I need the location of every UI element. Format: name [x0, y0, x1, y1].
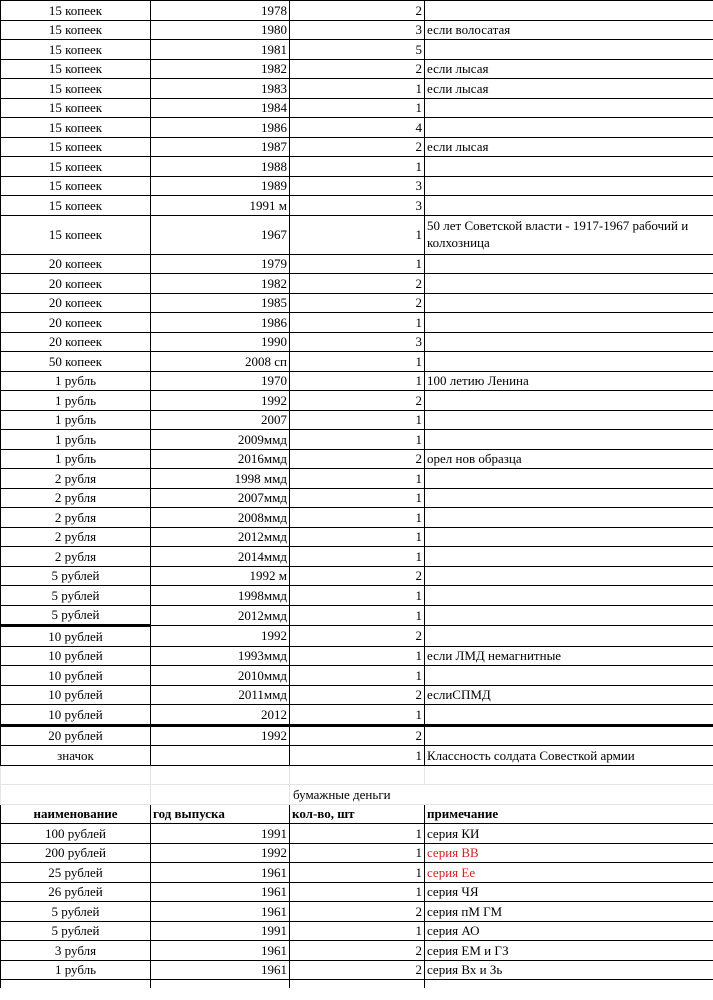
cell-name[interactable]: 15 копеек	[1, 196, 151, 216]
cell-qty[interactable]: 1	[290, 410, 425, 430]
cell-note[interactable]: серия ЧЯ	[425, 882, 713, 902]
cell-qty[interactable]: 2	[290, 566, 425, 586]
cell-note[interactable]	[425, 98, 713, 118]
cell-qty[interactable]: 1	[290, 488, 425, 508]
table-row	[1, 410, 713, 430]
table-row	[1, 254, 713, 274]
table-row	[1, 469, 713, 489]
cell-name[interactable]: 1 рубль	[1, 960, 151, 980]
cell-name[interactable]: 3 рубля	[1, 941, 151, 961]
table-row	[1, 685, 713, 705]
header-qty[interactable]: кол-во, шт	[290, 804, 425, 824]
cell-qty[interactable]: 1	[290, 469, 425, 489]
cell-year[interactable]: 1987	[151, 137, 290, 157]
cell-qty[interactable]: 1	[290, 254, 425, 274]
cell-year[interactable]: 1982	[151, 59, 290, 79]
cell-qty[interactable]: 1	[290, 527, 425, 547]
cell-qty[interactable]: 2	[290, 685, 425, 705]
blank-row	[1, 765, 713, 785]
table-row	[1, 960, 713, 980]
table-row	[1, 157, 713, 177]
cell-name[interactable]: 2 рубля	[1, 469, 151, 489]
cell-year[interactable]: 1970	[151, 371, 290, 391]
cell-name[interactable]: 20 копеек	[1, 332, 151, 352]
cell-note[interactable]	[425, 527, 713, 547]
header-row	[1, 804, 713, 824]
cell-qty[interactable]: 2	[290, 59, 425, 79]
cell-year[interactable]: 1992 м	[151, 566, 290, 586]
cell-qty[interactable]: 1	[290, 705, 425, 726]
cell-year[interactable]: 1993ммд	[151, 646, 290, 666]
cell-note[interactable]: серия Ее	[425, 863, 713, 883]
cell-year[interactable]: 2012ммд	[151, 527, 290, 547]
cell-name[interactable]: 15 копеек	[1, 137, 151, 157]
cell-year[interactable]: 1992	[151, 391, 290, 411]
cell-name[interactable]: 100 рублей	[1, 824, 151, 844]
table-row	[1, 605, 713, 626]
section-title-row	[1, 785, 713, 805]
table-row	[1, 980, 713, 989]
table-row	[1, 293, 713, 313]
cell-name[interactable]: 10 рублей	[1, 705, 151, 726]
table-row	[1, 566, 713, 586]
cell-name[interactable]: 15 копеек	[1, 79, 151, 99]
cell-note[interactable]: серия ЕМ и ГЗ	[425, 941, 713, 961]
cell-name[interactable]: 10 рублей	[1, 666, 151, 686]
table-row	[1, 98, 713, 118]
cell-name[interactable]: 1 рубль	[1, 391, 151, 411]
cell-qty[interactable]: 2	[290, 137, 425, 157]
cell-qty[interactable]: 2	[290, 902, 425, 922]
section-title[interactable]: бумажные деньги	[290, 785, 713, 805]
cell-name[interactable]: 15 копеек	[1, 215, 151, 254]
table-row	[1, 586, 713, 606]
cell-qty[interactable]: 2	[290, 941, 425, 961]
cell-name[interactable]: 5 рублей	[1, 586, 151, 606]
cell-name[interactable]: 10 рублей	[1, 685, 151, 705]
table-row	[1, 746, 713, 766]
table-row	[1, 313, 713, 333]
cell-year[interactable]: 1961	[151, 863, 290, 883]
header-year[interactable]: год выпуска	[151, 804, 290, 824]
table-row	[1, 274, 713, 294]
cell-qty[interactable]: 1	[290, 508, 425, 528]
cell-name[interactable]: 15 копеек	[1, 40, 151, 60]
table-row	[1, 705, 713, 726]
cell-note[interactable]	[425, 705, 713, 726]
cell-note[interactable]	[425, 626, 713, 647]
table-row	[1, 547, 713, 567]
cell-note[interactable]	[425, 666, 713, 686]
cell-qty[interactable]: 4	[290, 118, 425, 138]
cell-name[interactable]: 2 рубля	[1, 488, 151, 508]
table-row	[1, 1, 713, 21]
cell-year[interactable]: 1983	[151, 79, 290, 99]
cell-year[interactable]: 1980	[151, 20, 290, 40]
cell-year[interactable]: 1998ммд	[151, 586, 290, 606]
cell-note[interactable]	[425, 469, 713, 489]
table-row	[1, 40, 713, 60]
cell-note[interactable]	[425, 274, 713, 294]
cell-name[interactable]: 15 копеек	[1, 157, 151, 177]
cell-name[interactable]: 200 рублей	[1, 843, 151, 863]
cell-year[interactable]: 1979	[151, 254, 290, 274]
cell-note[interactable]	[425, 1, 713, 21]
cell-year[interactable]: 1991	[151, 921, 290, 941]
cell-year[interactable]: 1978	[151, 1, 290, 21]
cell-qty[interactable]: 2	[290, 960, 425, 980]
cell-note[interactable]	[425, 196, 713, 216]
cell-name[interactable]: 25 рублей	[1, 863, 151, 883]
table-row	[1, 137, 713, 157]
cell-note[interactable]	[425, 547, 713, 567]
cell-note[interactable]	[425, 332, 713, 352]
cell-year[interactable]: 1989	[151, 176, 290, 196]
cell-qty[interactable]: 1	[290, 352, 425, 372]
cell-note[interactable]: 100 летию Ленина	[425, 371, 713, 391]
cell-qty[interactable]: 1	[290, 430, 425, 450]
table-row	[1, 527, 713, 547]
cell-name[interactable]: 15 копеек	[1, 59, 151, 79]
cell-year[interactable]: 1992	[151, 626, 290, 647]
cell-name[interactable]: 50 копеек	[1, 352, 151, 372]
cell-year[interactable]: 1992	[151, 725, 290, 746]
cell-year[interactable]: 1981	[151, 40, 290, 60]
cell-note[interactable]	[425, 293, 713, 313]
table-row	[1, 79, 713, 99]
cell-name[interactable]: 20 копеек	[1, 313, 151, 333]
cell-note[interactable]: Классность солдата Совесткой армии	[425, 746, 713, 766]
table-row	[1, 59, 713, 79]
table-row	[1, 902, 713, 922]
cell-qty[interactable]: 1	[290, 79, 425, 99]
cell-note[interactable]	[425, 586, 713, 606]
cell-year[interactable]: 1992	[151, 843, 290, 863]
cell-year[interactable]	[151, 746, 290, 766]
cell-name[interactable]: 20 копеек	[1, 274, 151, 294]
cell-name[interactable]: 15 копеек	[1, 118, 151, 138]
cell-qty[interactable]: 2	[290, 626, 425, 647]
cell-year[interactable]: 1967	[151, 215, 290, 254]
cell-note[interactable]	[425, 352, 713, 372]
cell-name[interactable]: 15 копеек	[1, 176, 151, 196]
cell-year[interactable]: 2007	[151, 410, 290, 430]
cell-year[interactable]: 1961	[151, 941, 290, 961]
cell-name[interactable]: 26 рублей	[1, 882, 151, 902]
table-row	[1, 391, 713, 411]
table-row	[1, 882, 713, 902]
cell-qty[interactable]: 2	[290, 449, 425, 469]
cell-note[interactable]: 50 лет Советской власти - 1917-1967 рабочий и колхозница	[425, 215, 713, 254]
cell-year[interactable]: 1991 м	[151, 196, 290, 216]
cell-note[interactable]: серия пМ ГМ	[425, 902, 713, 922]
cell-year[interactable]: 1984	[151, 98, 290, 118]
cell-name[interactable]: 1 рубль	[1, 371, 151, 391]
cell-qty[interactable]: 1	[290, 863, 425, 883]
cell-name[interactable]: 15 копеек	[1, 98, 151, 118]
cell-qty[interactable]: 3	[290, 20, 425, 40]
cell-qty[interactable]: 1	[290, 157, 425, 177]
cell-note[interactable]: если лысая	[425, 137, 713, 157]
cell-year[interactable]: 1991	[151, 824, 290, 844]
cell-note[interactable]	[425, 176, 713, 196]
cell-note[interactable]	[425, 118, 713, 138]
table-row	[1, 118, 713, 138]
table-row	[1, 508, 713, 528]
cell-qty[interactable]: 1	[290, 371, 425, 391]
cell-year[interactable]: 2011ммд	[151, 685, 290, 705]
cell-name[interactable]: 20 рублей	[1, 725, 151, 746]
cell-year[interactable]: 1990	[151, 332, 290, 352]
cell-qty[interactable]: 1	[290, 824, 425, 844]
cell-year[interactable]: 1998 ммд	[151, 469, 290, 489]
cell-qty[interactable]: 2	[290, 293, 425, 313]
cell-note[interactable]: еслиСПМД	[425, 685, 713, 705]
cell-year[interactable]: 1985	[151, 293, 290, 313]
cell-qty[interactable]: 2	[290, 725, 425, 746]
cell-year[interactable]: 2016ммд	[151, 449, 290, 469]
cell-year[interactable]: 2012ммд	[151, 605, 290, 626]
cell-qty[interactable]: 1	[290, 746, 425, 766]
cell-qty[interactable]: 1	[290, 215, 425, 254]
cell-note[interactable]	[425, 391, 713, 411]
cell-qty[interactable]: 1	[290, 547, 425, 567]
cell-name[interactable]: 5 рублей	[1, 902, 151, 922]
cell-note[interactable]	[425, 488, 713, 508]
table-row	[1, 863, 713, 883]
cell-qty[interactable]: 1	[290, 882, 425, 902]
cell-name[interactable]: 2 рубля	[1, 547, 151, 567]
cell-note[interactable]	[425, 605, 713, 626]
table-row	[1, 20, 713, 40]
table-row	[1, 941, 713, 961]
cell-name[interactable]: 20 копеек	[1, 254, 151, 274]
table-row	[1, 646, 713, 666]
cell-qty[interactable]: 1	[290, 646, 425, 666]
cell-note[interactable]: серия ВВ	[425, 843, 713, 863]
cell-qty[interactable]: 3	[290, 332, 425, 352]
cell-note[interactable]	[425, 40, 713, 60]
cell-note[interactable]	[425, 254, 713, 274]
table-row	[1, 626, 713, 647]
cell-year[interactable]: 1986	[151, 118, 290, 138]
cell-qty[interactable]: 2	[290, 1, 425, 21]
cell-qty[interactable]: 1	[290, 313, 425, 333]
cell-year[interactable]: 1982	[151, 274, 290, 294]
table-row	[1, 725, 713, 746]
table-row	[1, 430, 713, 450]
cell-name[interactable]: 5 рублей	[1, 566, 151, 586]
cell-note[interactable]	[425, 430, 713, 450]
cell-note[interactable]: если лысая	[425, 59, 713, 79]
cell-qty[interactable]: 1	[290, 921, 425, 941]
cell-year[interactable]: 2007ммд	[151, 488, 290, 508]
cell-note[interactable]: серия Вх и Зь	[425, 960, 713, 980]
table-row	[1, 666, 713, 686]
table-row	[1, 921, 713, 941]
cell-note[interactable]	[425, 313, 713, 333]
cell-year[interactable]: 2008ммд	[151, 508, 290, 528]
cell-name[interactable]: 2 рубля	[1, 527, 151, 547]
cell-year[interactable]: 1961	[151, 902, 290, 922]
cell-note[interactable]: если волосатая	[425, 20, 713, 40]
cell-note[interactable]	[425, 725, 713, 746]
table-row	[1, 215, 713, 254]
cell-qty[interactable]: 3	[290, 196, 425, 216]
cell-qty[interactable]: 1	[290, 666, 425, 686]
cell-qty[interactable]: 3	[290, 176, 425, 196]
cell-name[interactable]: 1 рубль	[1, 449, 151, 469]
cell-note[interactable]: серия КИ	[425, 824, 713, 844]
cell-note[interactable]	[425, 157, 713, 177]
cell-name[interactable]: 5 рублей	[1, 605, 151, 626]
cell-note[interactable]	[425, 410, 713, 430]
table-row	[1, 352, 713, 372]
cell-year[interactable]: 2008 сп	[151, 352, 290, 372]
cell-note[interactable]: если ЛМД немагнитные	[425, 646, 713, 666]
cell-qty[interactable]: 5	[290, 40, 425, 60]
cell-note[interactable]: если лысая	[425, 79, 713, 99]
table-row	[1, 488, 713, 508]
table-row	[1, 843, 713, 863]
cell-year[interactable]: 2009ммд	[151, 430, 290, 450]
table-row	[1, 196, 713, 216]
table-row	[1, 824, 713, 844]
table-row	[1, 332, 713, 352]
cell-year[interactable]: 2012	[151, 705, 290, 726]
cell-year[interactable]: 1961	[151, 960, 290, 980]
cell-name[interactable]: 2 рубля	[1, 508, 151, 528]
cell-name[interactable]: 1 рубль	[1, 430, 151, 450]
cell-name[interactable]: 10 рублей	[1, 626, 151, 647]
cell-qty[interactable]: 1	[290, 98, 425, 118]
cell-name[interactable]: 15 копеек	[1, 20, 151, 40]
header-name[interactable]: наименование	[1, 804, 151, 824]
cell-year[interactable]: 2010ммд	[151, 666, 290, 686]
cell-qty[interactable]: 2	[290, 391, 425, 411]
cell-name[interactable]: 1 рубль	[1, 410, 151, 430]
cell-note[interactable]	[425, 508, 713, 528]
cell-name[interactable]: 10 рублей	[1, 646, 151, 666]
cell-year[interactable]: 1986	[151, 313, 290, 333]
cell-year[interactable]: 2014ммд	[151, 547, 290, 567]
header-note[interactable]: примечание	[425, 804, 713, 824]
table-row	[1, 176, 713, 196]
cell-note[interactable]: орел нов образца	[425, 449, 713, 469]
cell-year[interactable]: 1961	[151, 882, 290, 902]
cell-qty[interactable]: 1	[290, 586, 425, 606]
cell-qty[interactable]: 1	[290, 843, 425, 863]
cell-name[interactable]: 15 копеек	[1, 1, 151, 21]
cell-note[interactable]: серия АО	[425, 921, 713, 941]
table-row	[1, 449, 713, 469]
cell-name[interactable]: значок	[1, 746, 151, 766]
cell-qty[interactable]: 1	[290, 605, 425, 626]
cell-name[interactable]: 5 рублей	[1, 921, 151, 941]
table-row	[1, 371, 713, 391]
cell-qty[interactable]: 2	[290, 274, 425, 294]
cell-year[interactable]: 1988	[151, 157, 290, 177]
cell-note[interactable]	[425, 566, 713, 586]
cell-name[interactable]: 20 копеек	[1, 293, 151, 313]
